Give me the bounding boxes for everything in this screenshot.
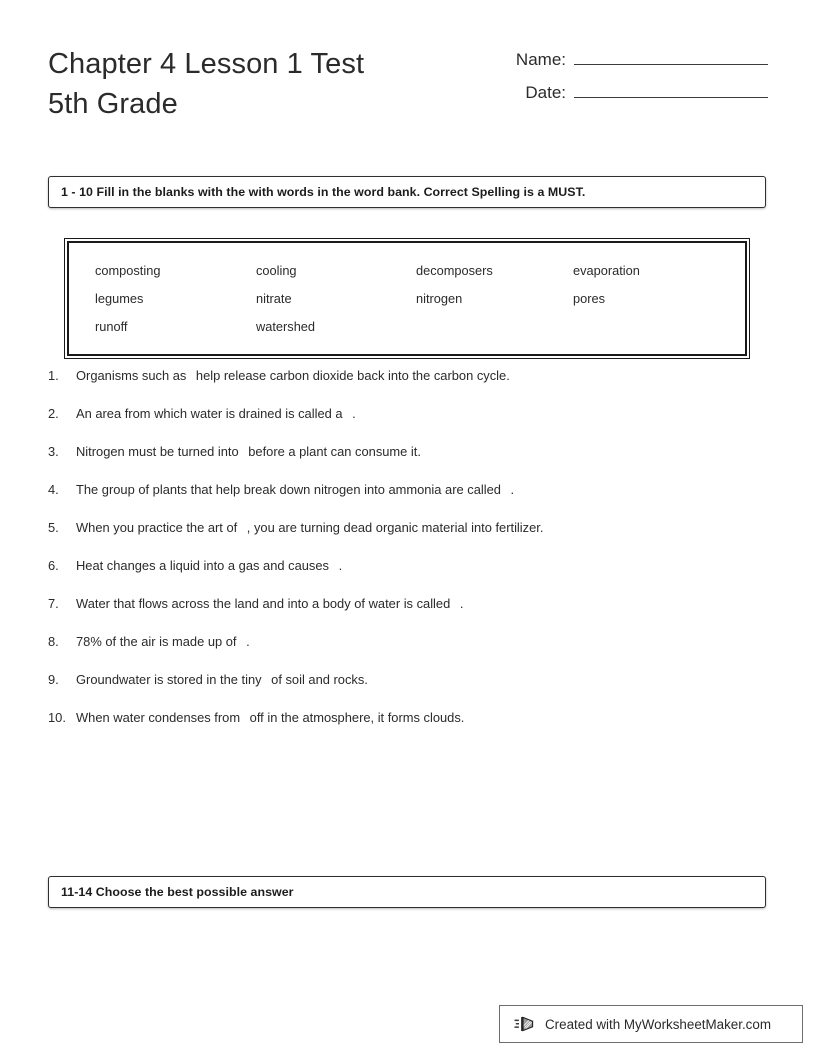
worksheet-header [48, 44, 768, 134]
question-text [76, 632, 768, 652]
question-text-segment: . [352, 406, 356, 421]
date-input[interactable] [574, 81, 768, 98]
section-1-instruction-bar [48, 176, 766, 208]
name-input[interactable] [574, 48, 768, 65]
created-with-badge[interactable] [499, 1005, 803, 1043]
question-item [48, 366, 768, 386]
question-text [76, 480, 768, 500]
word-bank-word: nitrogen [416, 290, 463, 306]
question-text-segment: Organisms such as [76, 368, 190, 383]
question-number: 1. [48, 368, 59, 383]
question-text-segment: before a plant can consume it. [248, 444, 421, 459]
word-bank-word: legumes [95, 290, 144, 306]
question-text-segment: Heat changes a liquid into a gas and causes [76, 558, 333, 573]
question-text-segment: When water condenses from [76, 710, 244, 725]
question-number: 3. [48, 444, 59, 459]
question-text [76, 556, 768, 576]
date-row [496, 81, 768, 114]
question-text-segment: help release carbon dioxide back into the carbon cycle. [195, 368, 510, 383]
question-item [48, 594, 768, 614]
worksheet-maker-logo-icon [514, 1013, 536, 1035]
question-number: 8. [48, 634, 59, 649]
question-item [48, 556, 768, 576]
question-text [76, 442, 768, 462]
question-text-segment: , you are turning dead organic material into fertilizer. [246, 520, 544, 535]
question-text-segment: . [246, 634, 250, 649]
question-text-segment: off in the atmosphere, it forms clouds. [249, 710, 465, 725]
question-text-segment: . [510, 482, 515, 497]
question-text [76, 594, 768, 614]
page-title-line-1: Chapter 4 Lesson 1 Test [48, 48, 365, 80]
name-label: Name: [515, 50, 566, 69]
question-number: 4. [48, 482, 59, 497]
question-number: 2. [48, 406, 59, 421]
section-2-instruction-text: 11-14 Choose the best possible answer [61, 885, 294, 899]
name-row [496, 48, 768, 81]
word-bank-word: cooling [256, 262, 297, 278]
page-title-line-2: 5th Grade [48, 88, 178, 120]
word-bank-row [69, 284, 745, 312]
question-text [76, 404, 768, 424]
word-bank-inner-border [67, 241, 747, 356]
word-bank-row [69, 256, 745, 284]
word-bank-word: runoff [95, 318, 128, 334]
question-number: 5. [48, 520, 59, 535]
word-bank-word: decomposers [416, 262, 493, 278]
word-bank-word: pores [573, 290, 606, 306]
word-bank-word: evaporation [573, 262, 640, 278]
question-item [48, 404, 768, 424]
question-text-segment: . [459, 596, 464, 611]
question-text [76, 518, 768, 538]
page-title [48, 44, 478, 124]
question-text [76, 366, 768, 386]
question-text-segment: An area from which water is drained is called a [76, 406, 347, 421]
question-text-segment: When you practice the art of [76, 520, 241, 535]
question-text-segment: Nitrogen must be turned into [76, 444, 243, 459]
question-number: 6. [48, 558, 59, 573]
question-text-segment: Groundwater is stored in the tiny [76, 672, 266, 687]
question-text-segment: 78% of the air is made up of [76, 634, 241, 649]
question-text [76, 708, 768, 728]
word-bank-word: nitrate [256, 290, 292, 306]
name-date-block [496, 48, 768, 114]
question-item [48, 670, 768, 690]
question-number: 10. [48, 710, 66, 725]
created-with-badge-text: Created with MyWorksheetMaker.com [545, 1016, 771, 1032]
word-bank-word: watershed [256, 318, 316, 334]
section-1-instruction-text: 1 - 10 Fill in the blanks with the with words in the word bank. Correct Spelling is a MUST. [61, 185, 586, 199]
question-text-segment: of soil and rocks. [271, 672, 368, 687]
question-text [76, 670, 768, 690]
question-item [48, 442, 768, 462]
question-text-segment: . [338, 558, 343, 573]
question-number: 9. [48, 672, 59, 687]
date-label: Date: [525, 83, 566, 102]
section-2-instruction-bar [48, 876, 766, 908]
question-item [48, 518, 768, 538]
word-bank [64, 238, 750, 359]
question-item [48, 480, 768, 500]
question-text-segment: Water that flows across the land and into a body of water is called [76, 596, 454, 611]
question-number: 7. [48, 596, 59, 611]
question-text-segment: The group of plants that help break down nitrogen into ammonia are called [76, 482, 505, 497]
fill-in-the-blank-question-list [48, 366, 768, 746]
question-item [48, 708, 768, 728]
word-bank-word: composting [95, 262, 161, 278]
question-item [48, 632, 768, 652]
word-bank-row [69, 312, 745, 340]
